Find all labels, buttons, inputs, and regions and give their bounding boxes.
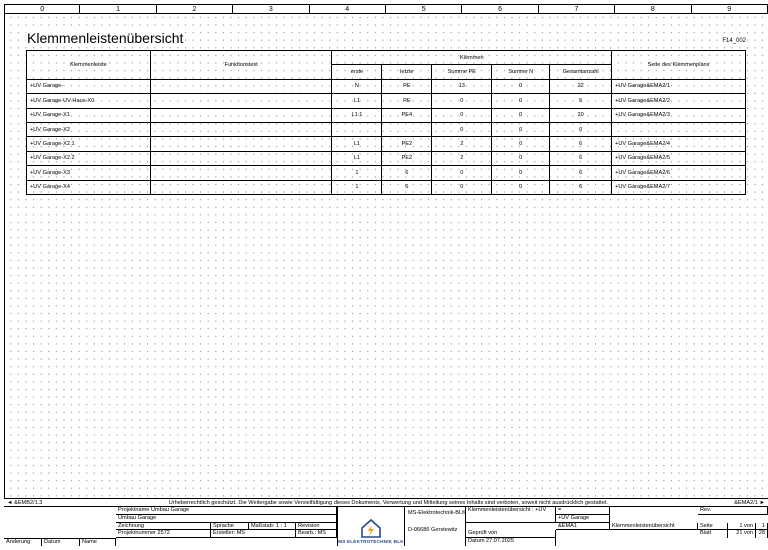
cell-erste: 1 <box>332 166 382 180</box>
table-row <box>27 151 746 165</box>
header-klemmenleiste: Klemmenleiste <box>27 51 151 80</box>
cell-summe-pe: 0 <box>432 94 492 108</box>
project-subtitle: Umbau Garage <box>116 515 337 523</box>
cell-summe-pe: 2 <box>432 137 492 151</box>
cell-gesamtanzahl: 22 <box>550 79 612 93</box>
cell-erste: L1 <box>332 137 382 151</box>
header-funktionstext: Funktionstext <box>150 51 332 80</box>
company-city: D-06686 Gerstewitz <box>408 527 458 533</box>
column-ruler <box>4 4 768 14</box>
page-title: Klemmenleistenübersicht <box>27 30 184 46</box>
house-logo-icon <box>359 517 383 539</box>
document-code: &EMA1 <box>556 523 610 531</box>
ersteller: Ersteller: MS <box>211 530 296 538</box>
cell-gesamtanzahl: 0 <box>550 122 612 136</box>
cell-summe-pe: 13 <box>432 79 492 93</box>
cell-summe-n: 0 <box>492 108 550 122</box>
cell-summe-n: 0 <box>492 137 550 151</box>
header-summe-n: Summe N <box>492 65 550 79</box>
cell-letzte: 6 <box>382 166 432 180</box>
cell-klemmenleiste: +UV Garage-UV Haus-X0 <box>27 94 151 108</box>
company-logo <box>337 507 405 546</box>
location-code: +UV Garage <box>556 515 610 523</box>
project-name: Projektname Umbau Garage <box>116 507 337 515</box>
title-block <box>4 507 768 546</box>
cell-seite: +UV Garage&EMA2/7 <box>612 180 746 194</box>
cell-summe-n: 0 <box>492 79 550 93</box>
ruler-column-9: 9 <box>692 5 768 13</box>
ruler-column-4: 4 <box>310 5 386 13</box>
cell-summe-n: 0 <box>492 94 550 108</box>
cell-funktionstext <box>150 151 332 165</box>
header-klemmen: Klemmen <box>332 51 612 65</box>
ruler-column-8: 8 <box>615 5 691 13</box>
document-description: Klemmenleistenübersicht <box>610 523 698 531</box>
cell-klemmenleiste: +UV Garage-X4 <box>27 180 151 194</box>
revision-label: Revision <box>296 523 337 531</box>
cell-gesamtanzahl: 6 <box>550 166 612 180</box>
ruler-column-6: 6 <box>462 5 538 13</box>
cell-summe-pe: 0 <box>432 166 492 180</box>
ruler-column-7: 7 <box>539 5 615 13</box>
cell-summe-n: 0 <box>492 151 550 165</box>
next-page-link[interactable]: &EMA2/1 ► <box>734 500 765 506</box>
cell-seite: +UV Garage&EMA2/5 <box>612 151 746 165</box>
table-row <box>27 180 746 194</box>
rev-label: Rev. <box>698 507 768 515</box>
cell-funktionstext <box>150 180 332 194</box>
cell-funktionstext <box>150 137 332 151</box>
cell-summe-pe: 2 <box>432 151 492 165</box>
cell-funktionstext <box>150 166 332 180</box>
company-info <box>406 507 466 546</box>
cell-seite: +UV Garage&EMA2/3 <box>612 108 746 122</box>
blatt-value: 21 von <box>728 530 756 538</box>
logo-text: MS ELEKTROTECHNIK BLK <box>338 539 404 544</box>
cell-summe-pe: 0 <box>432 122 492 136</box>
ruler-column-0: 0 <box>4 5 80 13</box>
equal-sign: = <box>556 507 610 515</box>
cell-erste: L1:1 <box>332 108 382 122</box>
copyright-notice: Urheberrechtlich geschützt. Die Weitergabe sowie Vervielfältigung dieses Dokuments, Verwertung und Mitteilung seines Inhalts sind verboten, soweit nicht ausdrücklich gestattet. <box>168 500 608 506</box>
cell-funktionstext <box>150 122 332 136</box>
cell-gesamtanzahl: 5 <box>550 94 612 108</box>
name-label: Name <box>80 538 116 546</box>
cell-gesamtanzahl: 20 <box>550 108 612 122</box>
cell-erste <box>332 122 382 136</box>
cell-letzte: 6 <box>382 180 432 194</box>
cell-funktionstext <box>150 79 332 93</box>
cell-seite: +UV Garage&EMA2/2 <box>612 94 746 108</box>
header-seite: Seite des Klemmenplans <box>612 51 746 80</box>
cell-klemmenleiste: +UV Garage-X2.2 <box>27 151 151 165</box>
datum-label: Datum <box>42 538 80 546</box>
cell-seite: +UV Garage&EMA2/4 <box>612 137 746 151</box>
table-row <box>27 79 746 93</box>
header-erste: erste <box>332 65 382 79</box>
cell-summe-n: 0 <box>492 122 550 136</box>
cell-letzte: PE2 <box>382 137 432 151</box>
projektnummer: Projektnummer 2572 <box>116 530 211 538</box>
previous-page-link[interactable]: ◄ &EMB2/1.3 <box>7 500 43 506</box>
table-row <box>27 122 746 136</box>
cell-summe-pe: 0 <box>432 180 492 194</box>
cell-gesamtanzahl: 6 <box>550 151 612 165</box>
table-row <box>27 166 746 180</box>
cell-letzte: PE <box>382 79 432 93</box>
header-letzte: letzte <box>382 65 432 79</box>
copyright-strip <box>4 498 768 507</box>
blatt-total: 28 <box>756 530 768 538</box>
company-name: MS-Elektrotechnik-BLK <box>408 510 466 516</box>
table-row <box>27 137 746 151</box>
header-summe-pe: Summe PE <box>432 65 492 79</box>
cell-seite: +UV Garage&EMA2/1 <box>612 79 746 93</box>
document-title: Klemmenleistenübersicht : +UV <box>466 507 556 523</box>
aenderung-label: Änderung <box>4 538 42 546</box>
table-row <box>27 108 746 122</box>
cell-klemmenleiste: +UV Garage-X2 <box>27 122 151 136</box>
cell-erste: L1 <box>332 94 382 108</box>
cell-seite: +UV Garage&EMA2/6 <box>612 166 746 180</box>
ruler-column-3: 3 <box>233 5 309 13</box>
cell-seite <box>612 122 746 136</box>
ruler-column-2: 2 <box>157 5 233 13</box>
massstab-label: Maßstab: 1 : 1 <box>249 523 296 531</box>
seite-total: 1 <box>756 523 768 531</box>
sprache-label: Sprache <box>211 523 249 531</box>
seite-label: Seite <box>698 523 728 531</box>
cell-funktionstext <box>150 108 332 122</box>
cell-klemmenleiste: +UV Garage- <box>27 79 151 93</box>
cell-klemmenleiste: +UV Garage-X2.1 <box>27 137 151 151</box>
bearbeiter: Bearb.: MS <box>296 530 337 538</box>
seite-value: 1 von <box>728 523 756 531</box>
page-code: F14_002 <box>722 38 746 44</box>
cell-erste: N <box>332 79 382 93</box>
geprueft-label: Geprüft von <box>466 530 556 538</box>
cell-summe-pe: 0 <box>432 108 492 122</box>
table-row <box>27 94 746 108</box>
cell-erste: L1 <box>332 151 382 165</box>
cell-klemmenleiste: +UV Garage-X3 <box>27 166 151 180</box>
ruler-column-1: 1 <box>80 5 156 13</box>
blatt-label: Blatt <box>698 530 728 538</box>
cell-letzte: PE4 <box>382 108 432 122</box>
cell-letzte: PE <box>382 94 432 108</box>
cell-funktionstext <box>150 94 332 108</box>
cell-letzte: PE2 <box>382 151 432 165</box>
terminal-strip-overview-table <box>26 50 746 195</box>
ruler-column-5: 5 <box>386 5 462 13</box>
zeichnung-label: Zeichnung <box>116 523 211 531</box>
header-gesamtanzahl: Gesamtanzahl <box>550 65 612 79</box>
cell-klemmenleiste: +UV Garage-X1 <box>27 108 151 122</box>
cell-summe-n: 0 <box>492 166 550 180</box>
cell-gesamtanzahl: 6 <box>550 137 612 151</box>
document-date: Datum 27.07.2025 <box>466 538 556 546</box>
cell-erste: 1 <box>332 180 382 194</box>
cell-letzte <box>382 122 432 136</box>
cell-gesamtanzahl: 6 <box>550 180 612 194</box>
cell-summe-n: 0 <box>492 180 550 194</box>
